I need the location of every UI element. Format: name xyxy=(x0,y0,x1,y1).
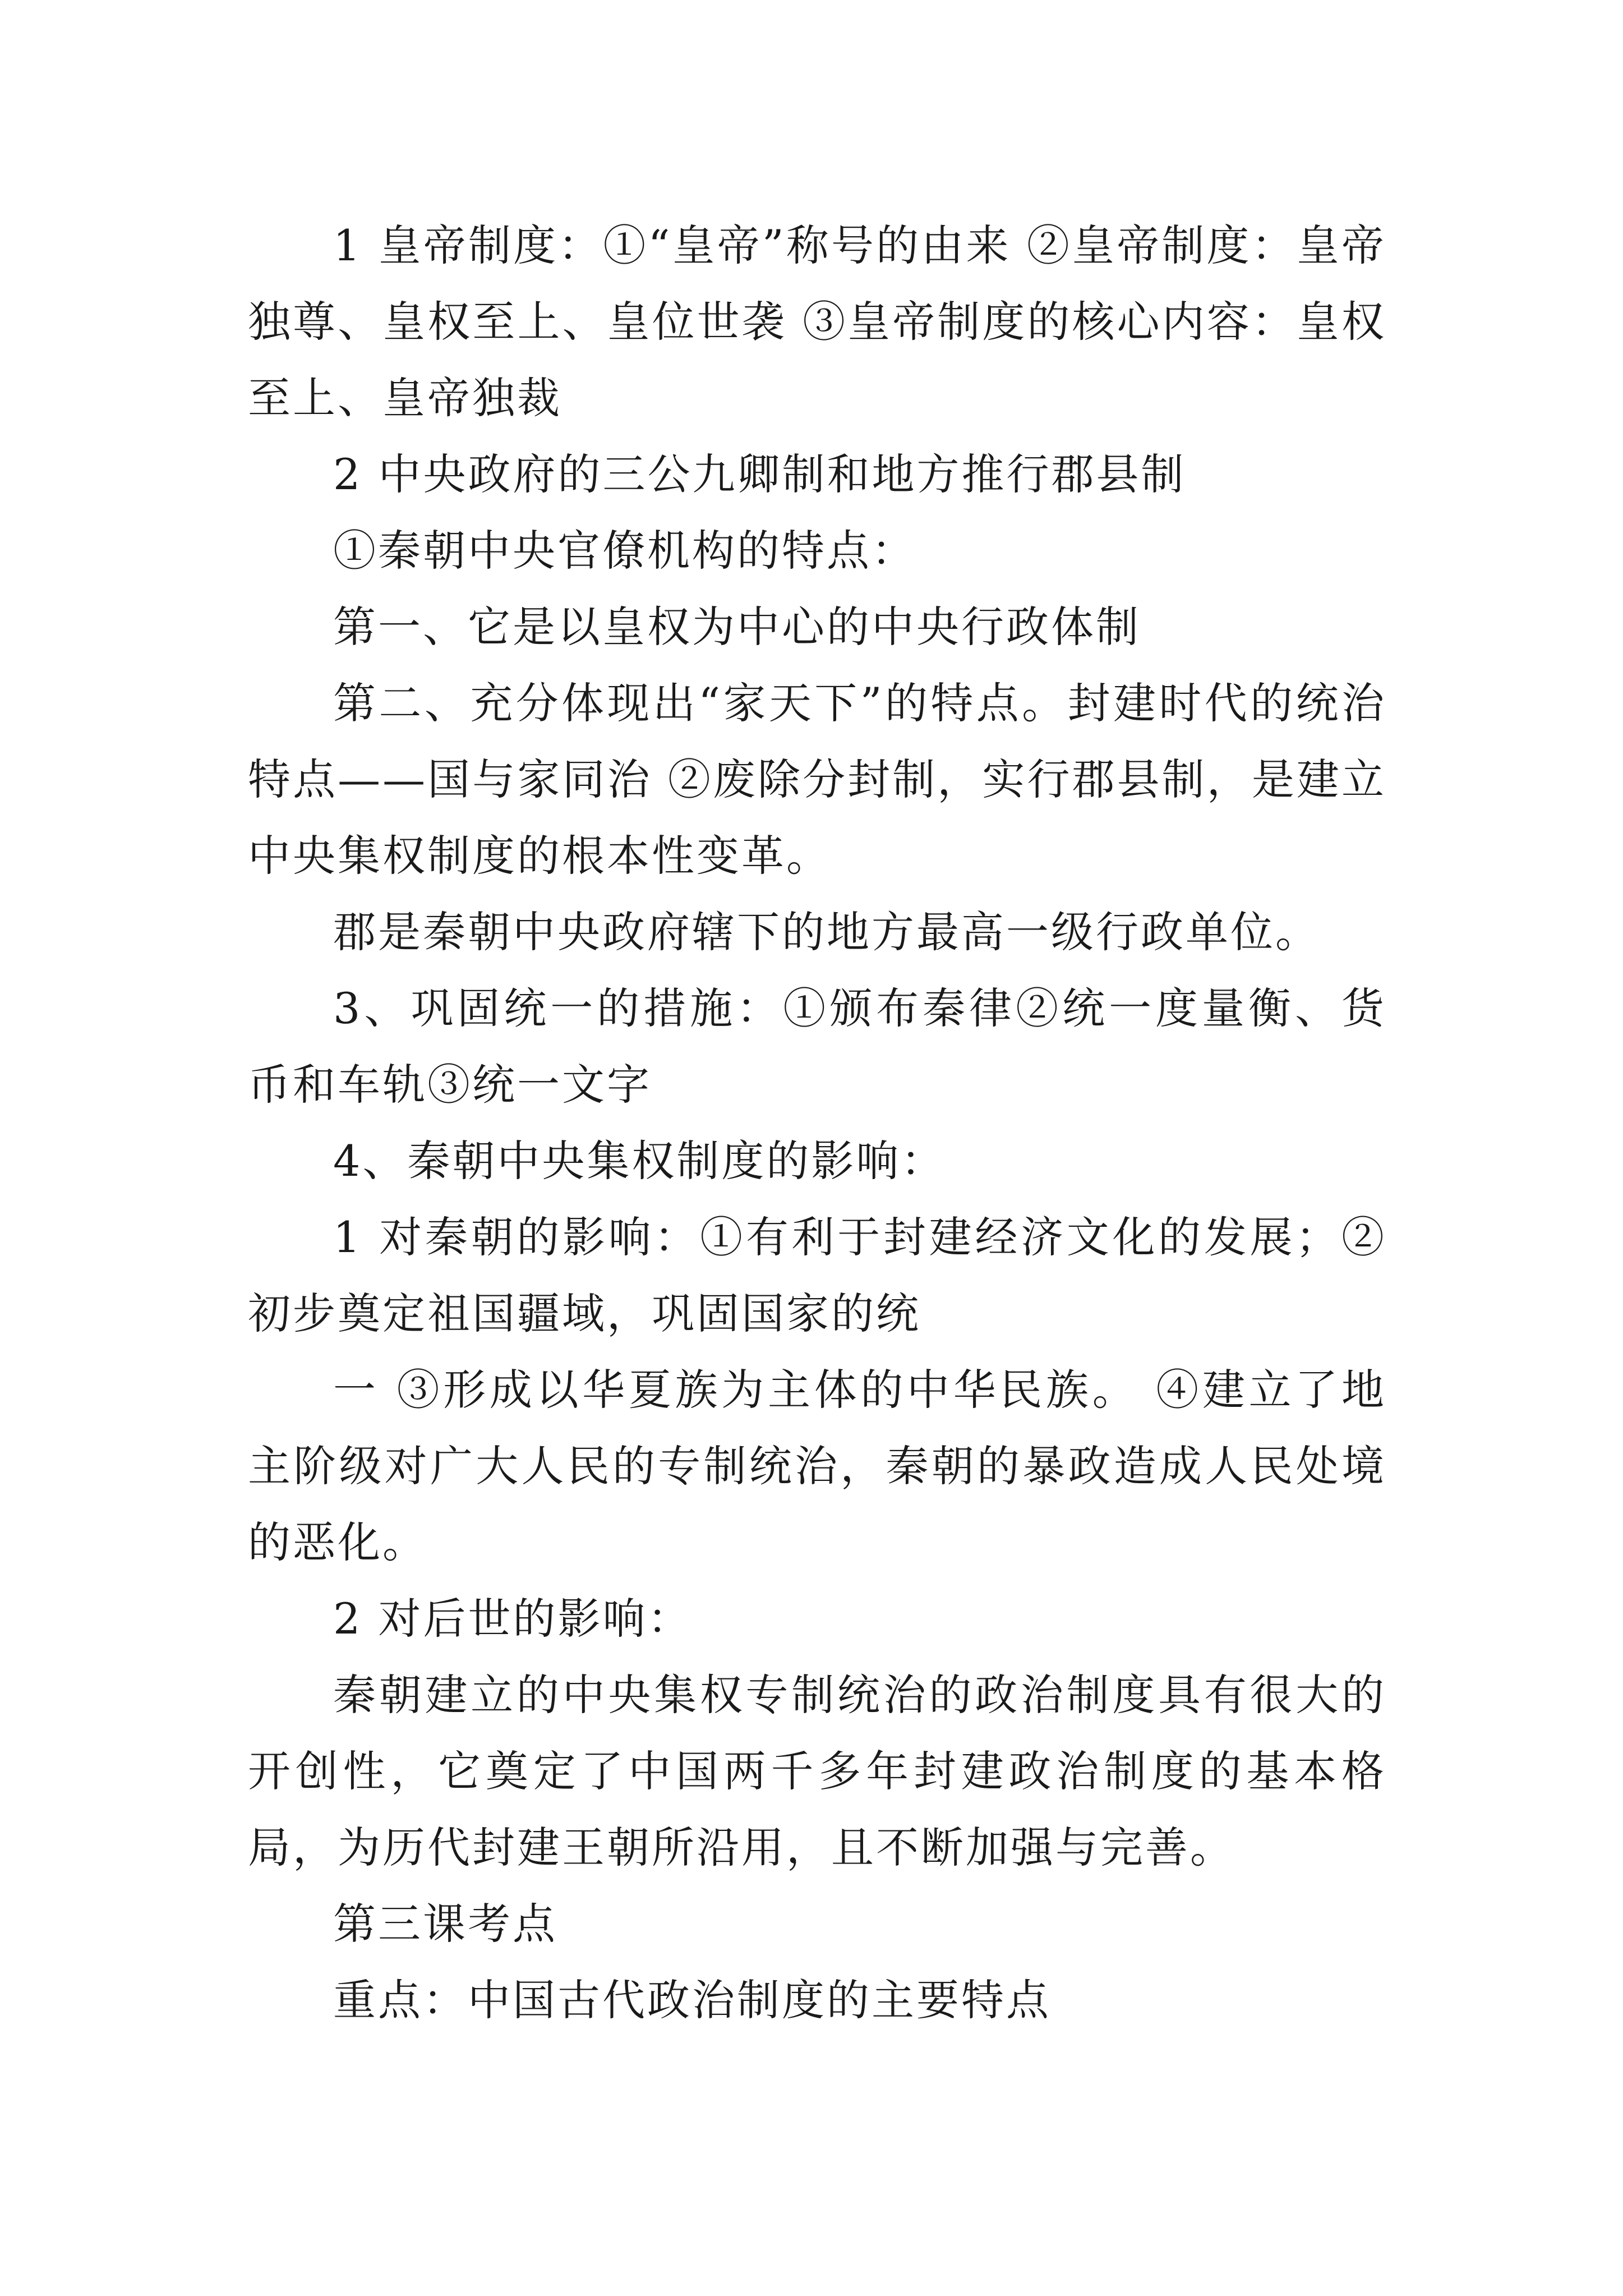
document-body xyxy=(248,208,1386,2039)
paragraph-second-feature: 第二、充分体现出“家天下”的特点。封建时代的统治特点——国与家同治 ②废除分封制，实行郡县制，是建立中央集权制度的根本性变革。 xyxy=(248,678,1386,881)
paragraph-influence-heading: 4、秦朝中央集权制度的影响： xyxy=(333,1136,946,1186)
paragraph-key-point: 重点：中国古代政治制度的主要特点 xyxy=(333,1975,1051,2025)
paragraph-influence-later-heading: 2 对后世的影响： xyxy=(333,1594,693,1644)
paragraph-bureaucracy-features: ①秦朝中央官僚机构的特点： xyxy=(333,526,916,576)
paragraph-prefecture: 郡是秦朝中央政府辖下的地方最高一级行政单位。 xyxy=(333,907,1320,957)
paragraph-lesson-three: 第三课考点 xyxy=(333,1899,557,1949)
paragraph-central-government: 2 中央政府的三公九卿制和地方推行郡县制 xyxy=(333,449,1186,499)
paragraph-unification-measures: 3、巩固统一的措施：①颁布秦律②统一度量衡、货币和车轨③统一文字 xyxy=(248,983,1386,1110)
paragraph-first-feature: 第一、它是以皇权为中心的中央行政体制 xyxy=(333,602,1141,652)
paragraph-influence-qin: 1 对秦朝的影响：①有利于封建经济文化的发展；②初步奠定祖国疆域，巩固国家的统 xyxy=(248,1212,1386,1338)
paragraph-emperor-system: 1 皇帝制度：①“皇帝”称号的由来 ②皇帝制度：皇帝独尊、皇权至上、皇位世袭 ③皇帝制度的核心内容：皇权至上、皇帝独裁 xyxy=(248,220,1386,423)
paragraph-influence-qin-continued: 一 ③形成以华夏族为主体的中华民族。 ④建立了地主阶级对广大人民的专制统治，秦朝的暴政造成人民处境的恶化。 xyxy=(248,1365,1386,1567)
paragraph-influence-later: 秦朝建立的中央集权专制统治的政治制度具有很大的开创性，它奠定了中国两千多年封建政治制度的基本格局，为历代封建王朝所沿用，且不断加强与完善。 xyxy=(248,1670,1386,1872)
